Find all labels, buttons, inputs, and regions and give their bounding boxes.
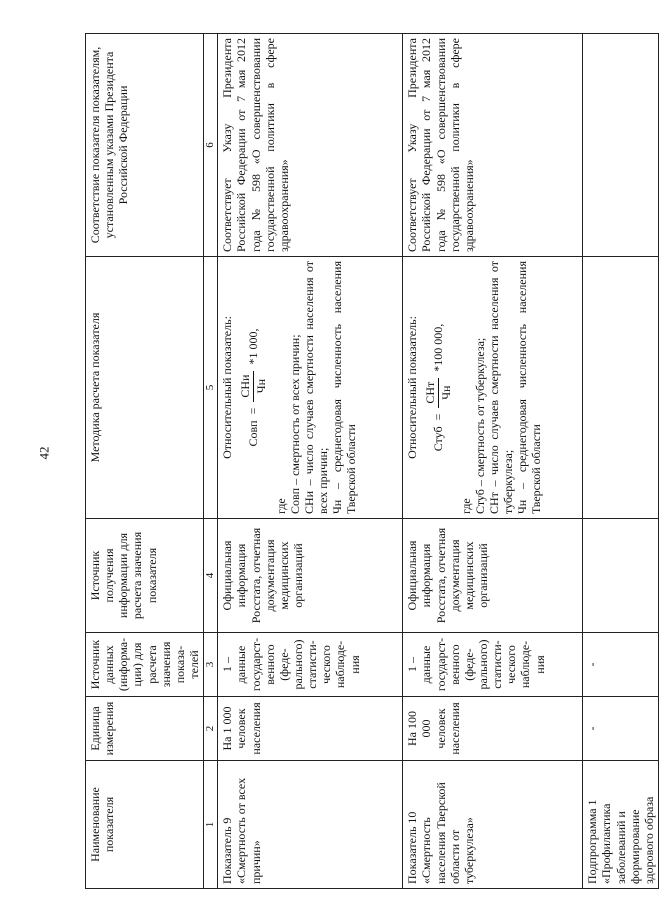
header-info-source: Источник получения информации для расчета значения показателя — [86, 519, 204, 633]
formula-fraction — [423, 378, 452, 408]
col-number: 3 — [204, 633, 218, 697]
subprogram-data-source: - — [583, 633, 659, 697]
formula-lhs: Совп — [245, 420, 260, 447]
method-description: Совп – смертность от всех причин; СНи – число случаев смертности населения от всех причин; Чн – среднегодовая численность населения Тверской области — [287, 261, 359, 514]
col-number: 2 — [204, 697, 218, 761]
empty-cell — [583, 34, 659, 257]
header-name: Наименование показателя — [86, 761, 204, 889]
column-numbers-row — [204, 34, 218, 889]
table-container — [85, 34, 656, 889]
indicators-table — [85, 33, 659, 889]
formula-numerator: СНи — [238, 371, 253, 402]
subprogram-name: Подпрограмма 1 «Профилактика заболеваний и формирование здорового образа — [583, 761, 659, 889]
formula — [238, 261, 267, 514]
header-data-source: Источник данных (информа-ции) для расчета значения показа-телей — [86, 633, 204, 697]
table-row — [403, 34, 583, 889]
compliance-cell: Соответствует Указу Президента Российской Федерации от 7 мая 2012 года № 598 «О совершенствовании государственной политики в сфере здравоохранения» — [403, 34, 583, 257]
method-cell — [218, 257, 403, 519]
subprogram-unit: - — [583, 697, 659, 761]
info-source-cell: Официальная информация Росстата, отчетная документация медицинских организаций — [218, 519, 403, 633]
header-row — [86, 34, 204, 889]
method-description: Стуб – смертность от туберкулеза; СНт – число случаев смертности населения от туберкулеза; Чн – среднегодовая численность населения Тверской области — [472, 261, 544, 514]
formula — [423, 261, 452, 514]
col-number: 5 — [204, 257, 218, 519]
formula-equals: = — [430, 413, 445, 421]
data-source-cell: 1 – данные государст-венного (феде-рального) статисти-ческого наблюде-ния — [403, 633, 583, 697]
col-number: 4 — [204, 519, 218, 633]
formula-equals: = — [245, 407, 260, 415]
col-number: 1 — [204, 761, 218, 889]
rotated-page-area — [85, 34, 656, 889]
unit-cell: На 100 000 человек населения — [403, 697, 583, 761]
empty-cell — [583, 257, 659, 519]
header-method: Методика расчета показателя — [86, 257, 204, 519]
formula-lhs: Стуб — [430, 426, 445, 452]
formula-fraction — [238, 371, 267, 402]
formula-multiplier: *100 000, — [430, 323, 445, 372]
col-number: 6 — [204, 34, 218, 257]
header-unit: Единица измерения — [86, 697, 204, 761]
data-source-cell: 1 – данные государст-венного (феде-рального) статисти-ческого наблюде-ния — [218, 633, 403, 697]
indicator-name: Показатель 10 «Смертность населения Тверской области от туберкулеза» — [403, 761, 583, 889]
where-label: где — [458, 498, 473, 514]
where-label: где — [273, 498, 288, 514]
formula-denominator: Чн — [253, 378, 268, 394]
method-title: Относительный показатель: — [220, 316, 235, 459]
formula-denominator: Чн — [438, 385, 453, 400]
compliance-cell: Соответствует Указу Президента Российской Федерации от 7 мая 2012 года № 598 «О совершенствовании государственной политики в сфере здравоохранения» — [218, 34, 403, 257]
method-cell — [403, 257, 583, 519]
page-number: 42 — [36, 446, 52, 460]
method-title: Относительный показатель: — [405, 316, 420, 459]
formula-multiplier: *1 000, — [245, 328, 260, 365]
subprogram-row — [583, 34, 659, 889]
header-compliance: Соответствие показателя показателям, установленным указами Президента Российской Федерации — [86, 34, 204, 257]
unit-cell: На 1 000 человек населения — [218, 697, 403, 761]
info-source-cell: Официальная информация Росстата, отчетная документация медицинских организаций — [403, 519, 583, 633]
indicator-name: Показатель 9 «Смертность от всех причин» — [218, 761, 403, 889]
formula-numerator: СНт — [423, 378, 438, 408]
table-row — [218, 34, 403, 889]
empty-cell — [583, 519, 659, 633]
